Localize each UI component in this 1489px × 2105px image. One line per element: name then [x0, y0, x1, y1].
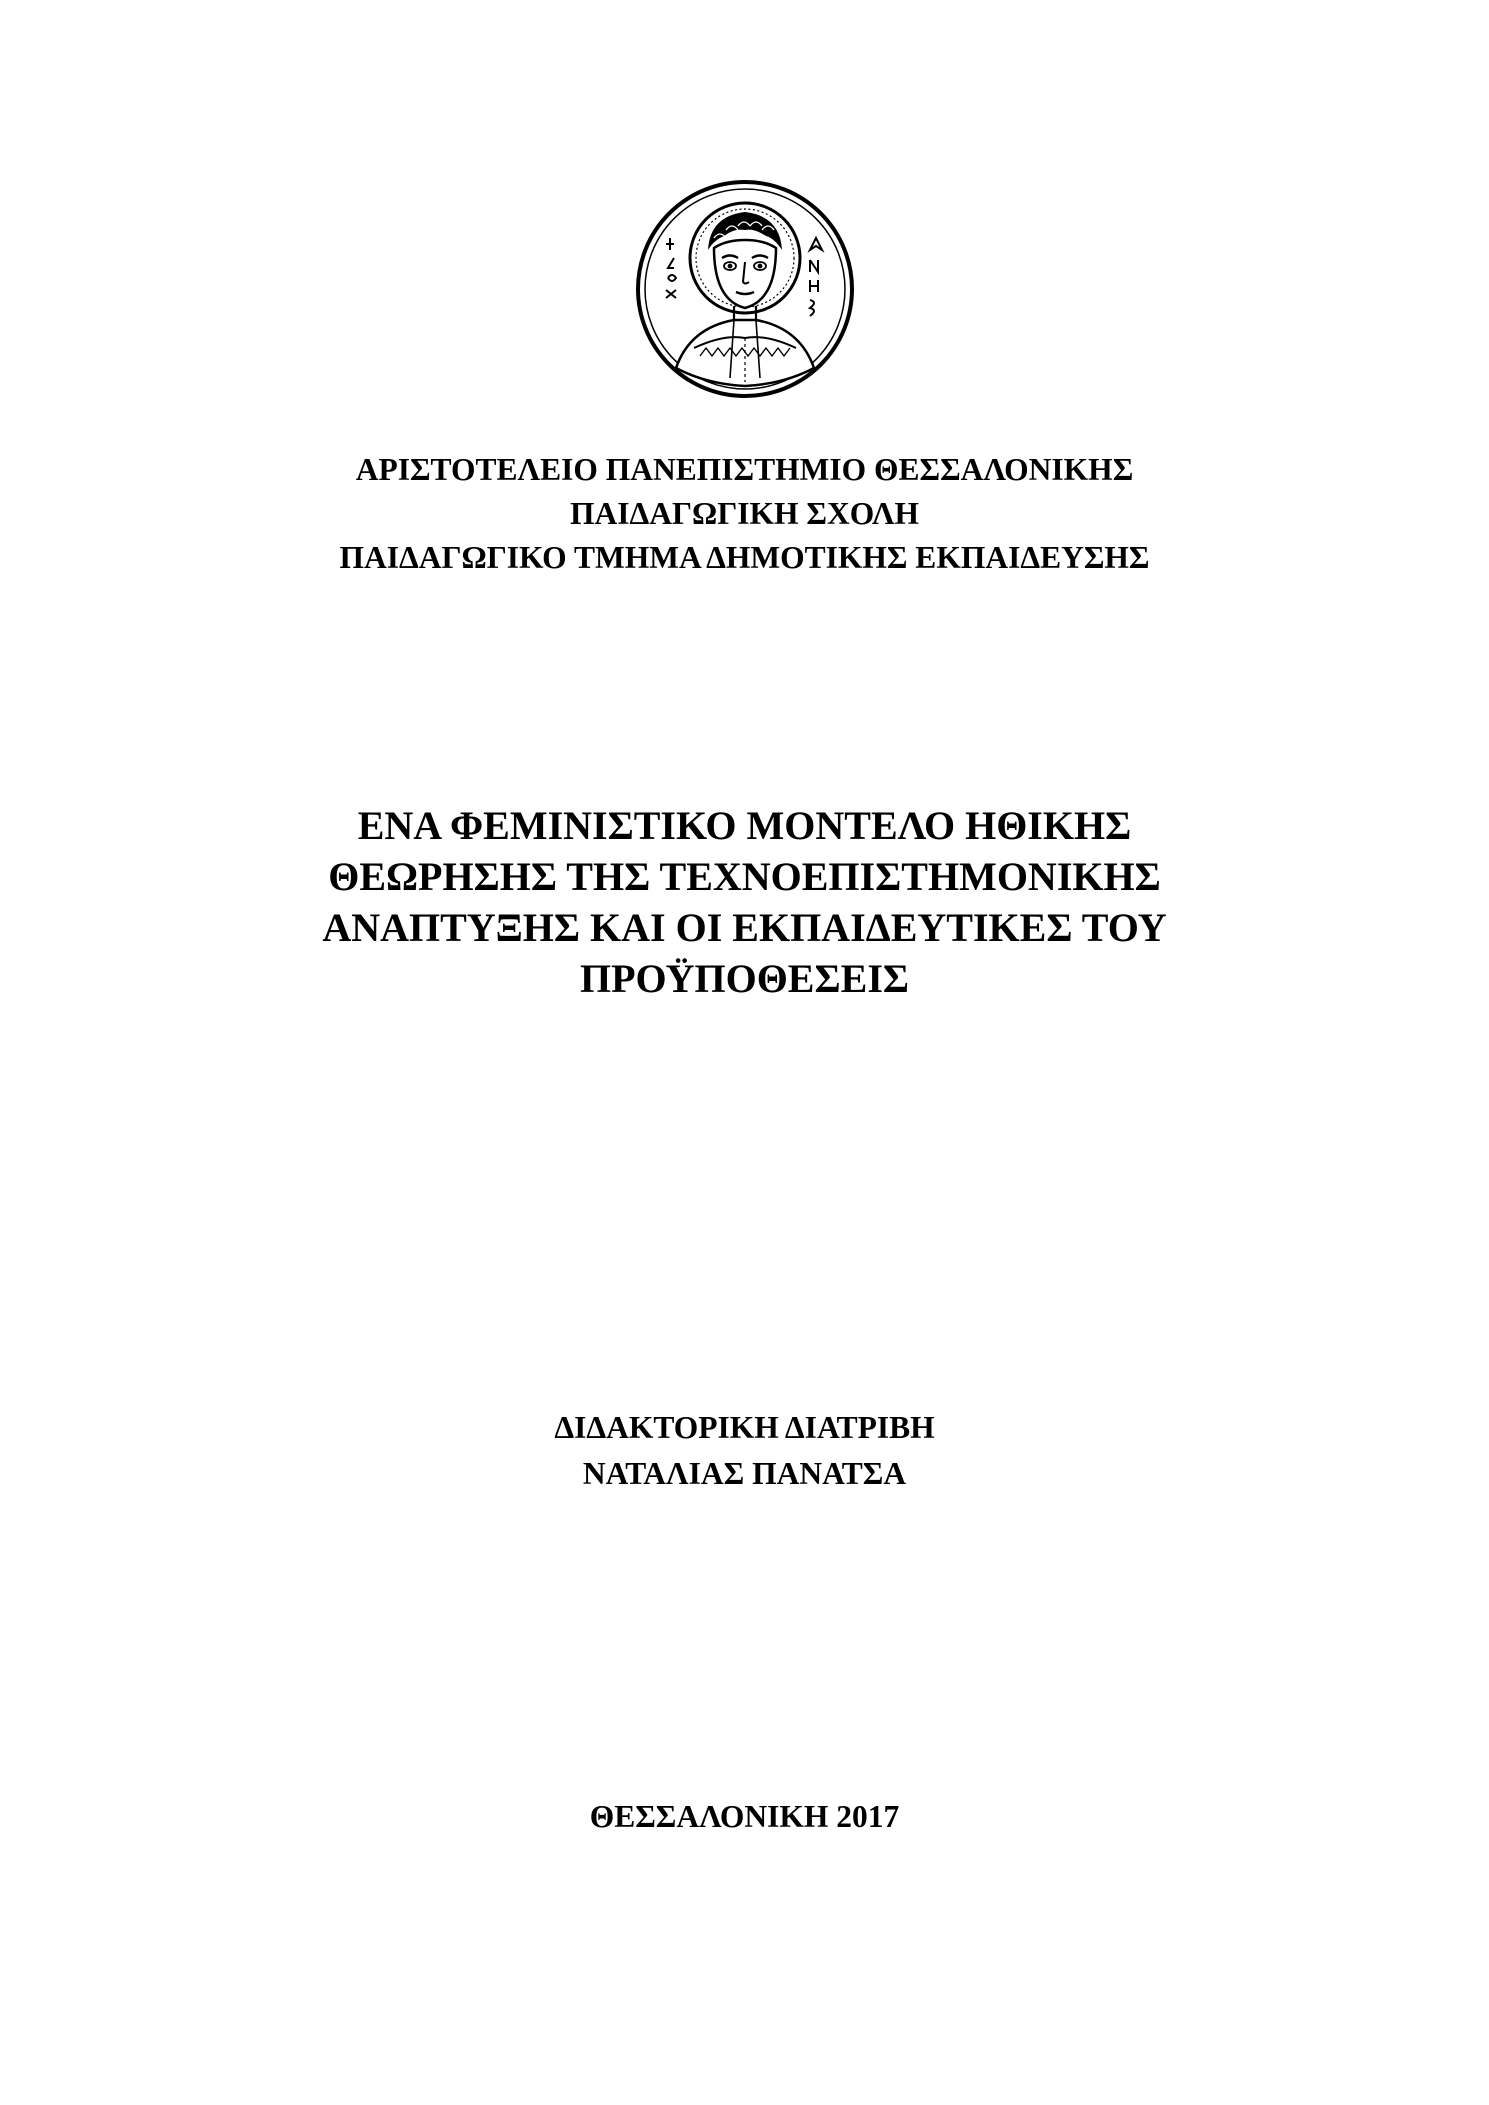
- title-line: ΠΡΟΫΠΟΘΕΣΕΙΣ: [579, 956, 910, 1001]
- title-line: ΑΝΑΠΤΥΞΗΣ ΚΑΙ ΟΙ ΕΚΠΑΙΔΕΥΤΙΚΕΣ ΤΟΥ: [322, 905, 1167, 950]
- university-name: ΑΡΙΣΤΟΤΕΛΕΙΟ ΠΑΝΕΠΙΣΤΗΜΙΟ ΘΕΣΣΑΛΟΝΙΚΗΣ: [355, 452, 1134, 487]
- thesis-info: [0, 1405, 1489, 1497]
- title-line: ΕΝΑ ΦΕΜΙΝΙΣΤΙΚΟ ΜΟΝΤΕΛΟ ΗΘΙΚΗΣ: [357, 803, 1132, 848]
- title-line: ΘΕΩΡΗΣΗΣ ΤΗΣ ΤΕΧΝΟΕΠΙΣΤΗΜΟΝΙΚΗΣ: [328, 854, 1161, 899]
- institution-header: [0, 448, 1489, 580]
- place-year: [0, 1795, 1489, 1839]
- department-name: ΠΑΙΔΑΓΩΓΙΚΟ ΤΜΗΜΑ ΔΗΜΟΤΙΚΗΣ ΕΚΠΑΙΔΕΥΣΗΣ: [339, 540, 1150, 575]
- school-name: ΠΑΙΔΑΓΩΓΙΚΗ ΣΧΟΛΗ: [569, 496, 920, 531]
- university-seal-icon: [634, 178, 856, 400]
- author-name: ΝΑΤΑΛΙΑΣ ΠΑΝΑΤΣΑ: [582, 1456, 907, 1491]
- document-type: ΔΙΔΑΚΤΟΡΙΚΗ ΔΙΑΤΡΙΒΗ: [554, 1410, 935, 1445]
- thesis-title: [0, 800, 1489, 1004]
- place-year-text: ΘΕΣΣΑΛΟΝΙΚΗ 2017: [589, 1799, 900, 1834]
